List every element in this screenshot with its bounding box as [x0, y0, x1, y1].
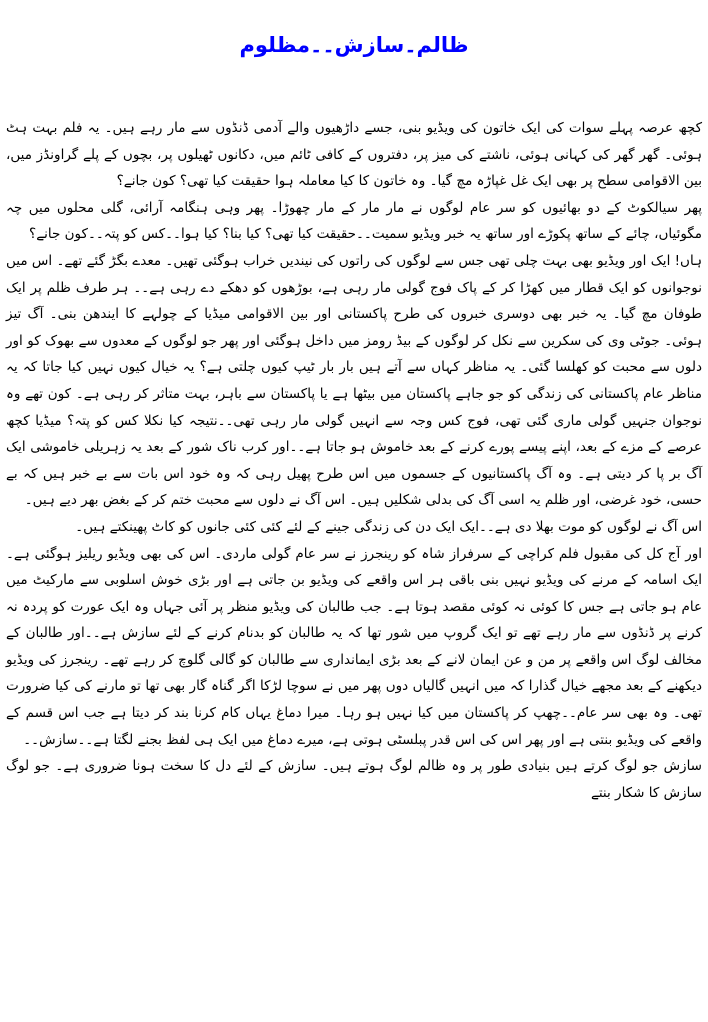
document-title: ظالم۔سازش۔۔مظلوم: [239, 33, 469, 57]
article-body: [6, 115, 702, 806]
paragraph: سازش جو لوگ کرتے ہیں بنیادی طور پر وہ ظالم لوگ ہوتے ہیں۔ سازش کے لئے دل کا سخت ہونا ضروری ہے۔ جو لوگ سازش کا شکار بنتے: [6, 758, 702, 801]
paragraph: پھر سیالکوٹ کے دو بھائیوں کو سر عام لوگوں نے مار مار کے مار چھوڑا۔ پھر وہی ہنگامہ آرائی، گلی محلوں میں چہ مگوئیاں، چائے کے ساتھ پکوڑے اور ساتھ یہ خبر ویڈیو سمیت۔۔حقیقت کیا تھی؟ کیا بنا؟ کیا ہوا۔۔کس کو پتہ۔۔کون جانے؟: [6, 199, 702, 243]
paragraph: اس آگ نے لوگوں کو موت بھلا دی ہے۔۔ایک ایک دن کی زندگی جینے کے لئے کئی کئی جانوں کو کاٹ پھینکتے ہیں۔: [75, 518, 702, 535]
paragraph: ہاں! ایک اور ویڈیو بھی بہت چلی تھی جس سے لوگوں کی راتوں کی نیندیں خراب ہوگئی تھیں۔ معدے بگڑ گئے تھے۔ اس میں نوجوانوں کو ایک قطار میں کھڑا کر کے پاک فوج گولی مار رہی ہے، بوڑھوں کو دھکے دے رہی ہے۔۔ ہر طرف ظلم پر ایک طوفان مچ گیا۔ یہ خبر بھی دوسری خبروں کی طرح پاکستانی اور بین الاقوامی میڈیا کے چولہے کا ایندھن بنی۔ آگ تیز ہوئی۔ جوٹی وی کی سکرین سے نکل کر لوگوں کے بیڈ رومز میں داخل ہوگئی اور پھر جو لوگوں کے معدوں سے بھوک کو اور دلوں سے محبت کو کھلسا گئی۔ یہ مناظر کہاں سے آتے ہیں بار بار ٹیپ کیوں چلتی ہے؟ یہ خیال کیوں نہیں کیا جاتا کہ یہ مناظر عام پاکستانی کی زندگی کو جو جاہے پاکستان میں بیٹھا ہے یا پاکستان سے باہر، بہت متاثر کر رہی ہے۔ کون تھے وہ نوجوان جنہیں گولی ماری گئی تھی، فوج کس وجہ سے انہیں گولی مار رہی تھی۔۔نتیجہ کیا نکلا کس کو پتہ؟ میڈیا کچھ عرصے کے مزے کے بعد، اپنے پیسے پورے کرنے کے بعد خاموش ہو جاتا ہے۔۔اور کرب ناک شور کے بعد یہ زہریلی خاموشی ایک آگ بر پا کر دیتی ہے۔ وہ آگ پاکستانیوں کے جسموں میں اس طرح پھیل رہی کہ وہ خود اس بات سے بے خبر ہیں کہ بے حسی، خود غرضی، اور ظلم یہ اسی آگ کی بدلی شکلیں ہیں۔ اس آگ نے دلوں سے محبت ختم کر کے بغض بھر دیے ہیں۔: [6, 252, 702, 509]
paragraph: اور آج کل کی مقبول فلم کراچی کے سرفراز شاہ کو رینجرز نے سر عام گولی ماردی۔ اس کی بھی ویڈیو ریلیز ہوگئی ہے۔ ایک اسامہ کے مرنے کی ویڈیو نہیں بنی باقی ہر اس واقعے کی ویڈیو بن جاتی ہے اور بڑی خوش اسلوبی سے مارکیٹ میں عام ہو جاتی ہے جس کا کوئی نہ کوئی مقصد ہوتا ہے۔ جب طالبان کی ویڈیو منظر پر آئی جہاں وہ ایک عورت کو پردہ نہ کرنے پر ڈنڈوں سے مار رہے تھے تو ایک گروپ میں شور تھا کہ یہ طالبان کو بدنام کرنے کے لئے سازش ہے۔۔اور طالبان کے مخالف لوگ اس واقعے پر من و عن ایمان لانے کے بعد بڑی ایمانداری سے طالبان کو گالی گلوچ کر رہے تھے۔ رینجرز کی ویڈیو دیکھنے کے بعد مجھے خیال گذارا کہ میں انہیں گالیاں دوں پھر میں نے سوچا لڑکا اگر گناہ گار بھی تھا تو مارنے کی کیا ضرورت تھی۔ وہ بھی سر عام۔۔چھپ کر پاکستان میں کیا نہیں ہو رہا۔ میرا دماغ یہاں کام کرنا بند کر دیتا ہے جب اس قسم کے واقعے کی ویڈیو بنتی ہے اور پھر اس کی اس قدر پبلسٹی ہوتی ہے، میرے دماغ میں ایک ہی لفظ بجنے لگتا ہے۔۔سازش۔۔: [6, 545, 702, 748]
paragraph: کچھ عرصہ پہلے سوات کی ایک خاتون کی ویڈیو بنی، جسے داڑھیوں والے آدمی ڈنڈوں سے مار رہے ہیں۔ یہ فلم بہت ہٹ ہوئی۔ گھر گھر کی کہانی ہوئی، ناشتے کی میز پر، دفتروں کے کافی ٹائم میں، دکانوں ٹھیلوں پر، بچوں کے پلے گراونڈز میں، بین الاقوامی سطح پر بھی ایک غل غپاڑہ مچ گیا۔ وہ خاتون کا کیا معاملہ ہوا حقیقت کیا تھی؟ کون جانے؟: [6, 120, 702, 190]
